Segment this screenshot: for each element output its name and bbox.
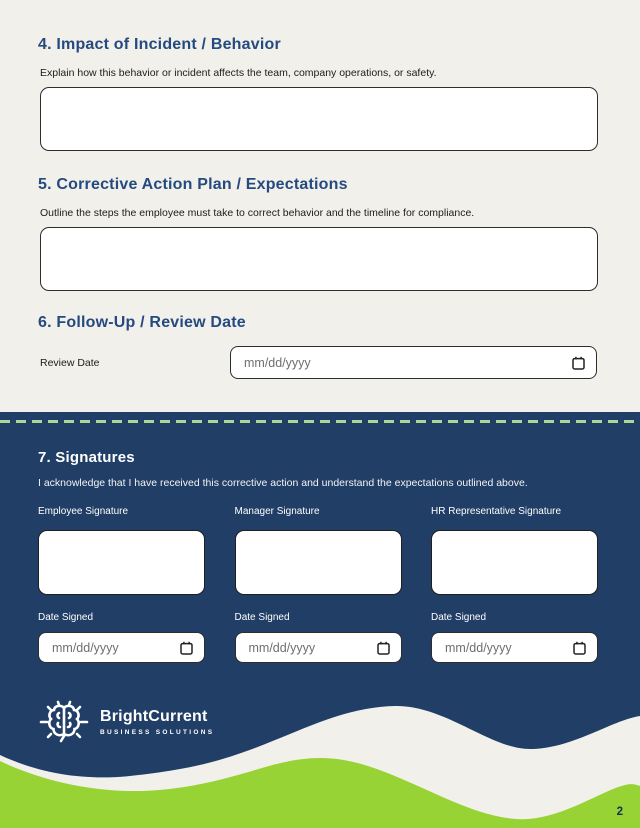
dashed-divider (0, 420, 640, 423)
page-number: 2 (616, 806, 623, 818)
hr-signature-box[interactable] (431, 530, 598, 595)
brand-logo (38, 696, 214, 748)
employee-date-signed-label: Date Signed (38, 612, 94, 623)
brand-text (100, 708, 214, 736)
manager-date-signed-label: Date Signed (234, 612, 290, 623)
section-6-title: 6. Follow-Up / Review Date (38, 314, 246, 331)
brand-name: BrightCurrent (100, 708, 208, 725)
section-4-description: Explain how this behavior or incident affects the team, company operations, or safety. (40, 67, 437, 79)
brand-tagline: BUSINESS SOLUTIONS (100, 729, 215, 736)
hr-signature-label: HR Representative Signature (431, 506, 562, 517)
review-date-field[interactable] (230, 346, 597, 379)
employee-signature-label: Employee Signature (38, 506, 129, 517)
acknowledgement-text: I acknowledge that I have received this corrective action and understand the expectations outlined above. (38, 477, 528, 489)
review-date-label: Review Date (40, 357, 100, 369)
calendar-icon[interactable] (572, 356, 585, 370)
section-5-description: Outline the steps the employee must take to correct behavior and the timeline for compliance. (40, 207, 475, 219)
brain-rays-icon (38, 696, 90, 748)
employee-signature-box[interactable] (38, 530, 205, 595)
section-7-title: 7. Signatures (38, 449, 135, 466)
impact-textarea[interactable] (40, 87, 598, 151)
section-5-title: 5. Corrective Action Plan / Expectations (38, 176, 348, 193)
section-4-title: 4. Impact of Incident / Behavior (38, 36, 281, 53)
corrective-action-textarea[interactable] (40, 227, 598, 291)
manager-signature-box[interactable] (235, 530, 402, 595)
hr-date-signed-label: Date Signed (431, 612, 487, 623)
manager-signature-label: Manager Signature (234, 506, 320, 517)
review-date-input[interactable] (244, 356, 572, 370)
